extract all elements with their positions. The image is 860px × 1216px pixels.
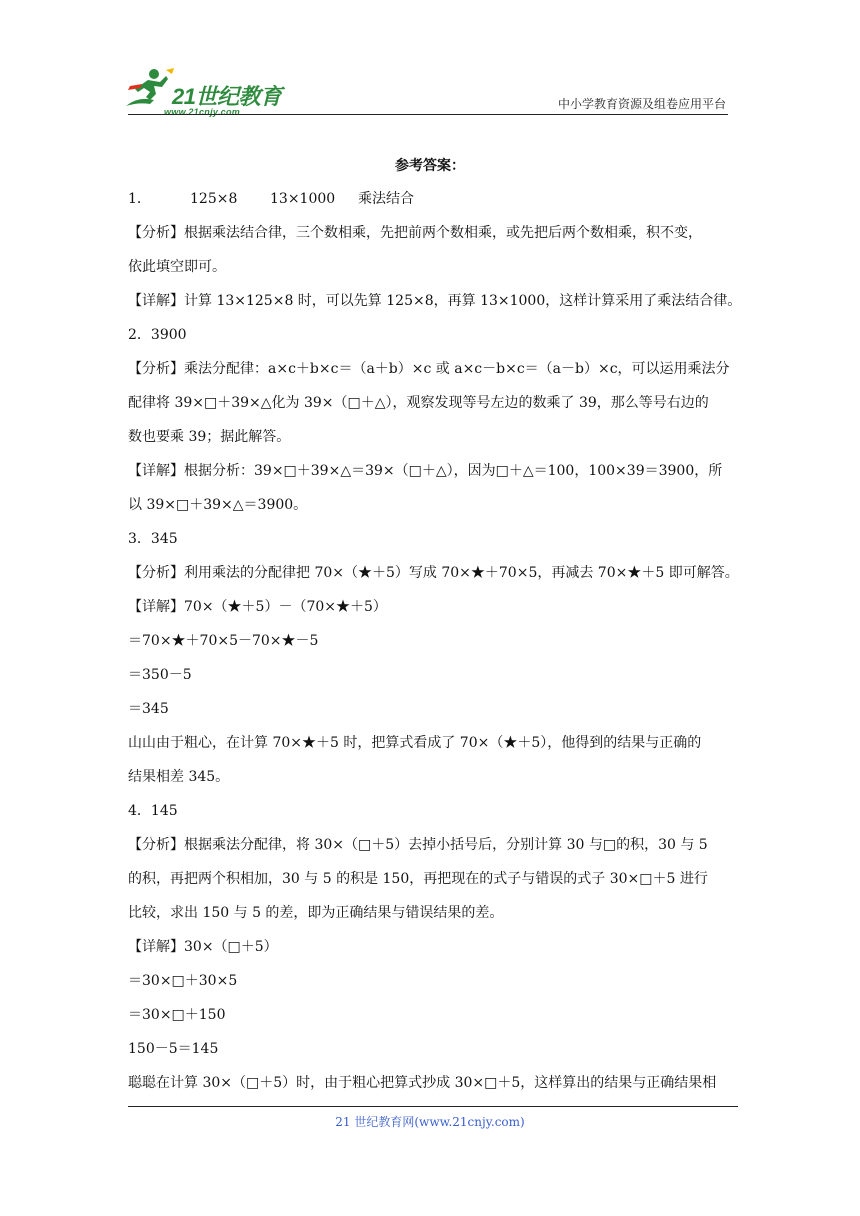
text-line: 【详解】根据分析：39×□＋39×△＝39×（□＋△），因为□＋△＝100，100×39＝3900，所 [128, 463, 723, 479]
text-line: 【详解】计算 13×125×8 时，可以先算 125×8，再算 13×1000，这样计算采用了乘法结合律。 [128, 293, 742, 309]
answer-blank-3: 乘法结合 [358, 191, 414, 207]
text-line: ＝350－5 [128, 667, 192, 683]
question-1-answer [128, 182, 732, 216]
question-heading: 3．345 [128, 531, 178, 547]
text-line: 聪聪在计算 30×（□＋5）时，由于粗心把算式抄成 30×□＋5，这样算出的结果与正确结果相 [128, 1075, 717, 1091]
footer-link[interactable]: 21 世纪教育网(www.21cnjy.com) [335, 1115, 525, 1129]
text-line: 【分析】乘法分配律：a×c＋b×c＝（a＋b）×c 或 a×c－b×c＝（a－b）×c，可以运用乘法分 [128, 361, 730, 377]
text-line: 的积，再把两个积相加，30 与 5 的积是 150，再把现在的式子与错误的式子 30×□＋5 进行 [128, 871, 708, 887]
text-line: ＝30×□＋150 [128, 1007, 226, 1023]
logo-text: 21世纪教育 [172, 84, 282, 109]
text-line: 【分析】根据乘法结合律，三个数相乘，先把前两个数相乘，或先把后两个数相乘，积不变， [128, 225, 702, 241]
text-line: 以 39×□＋39×△＝3900。 [128, 497, 308, 513]
text-line: 【分析】利用乘法的分配律把 70×（★＋5）写成 70×★＋70×5，再减去 70×★＋5 即可解答。 [128, 565, 739, 581]
text-line: 比较，求出 150 与 5 的差，即为正确结果与错误结果的差。 [128, 905, 504, 921]
answer-title: 参考答案： [395, 158, 465, 174]
text-line: ＝30×□＋30×5 [128, 973, 238, 989]
question-heading: 4．145 [128, 803, 178, 819]
logo-url: www.21cnjy.com [164, 107, 241, 117]
text-line: 数也要乘 39；据此解答。 [128, 429, 291, 445]
text-line: ＝70×★＋70×5－70×★－5 [128, 633, 319, 649]
header-divider [128, 114, 728, 115]
answer-blank-1: 125×8 [190, 191, 238, 207]
text-line: 山山由于粗心，在计算 70×★＋5 时，把算式看成了 70×（★＋5），他得到的结果与正确的 [128, 735, 702, 751]
text-line: 结果相差 345。 [128, 769, 230, 785]
text-line: 【分析】根据乘法分配律，将 30×（□＋5）去掉小括号后，分别计算 30 与□的积，30 与 5 [128, 837, 708, 853]
text-line: 配律将 39×□＋39×△化为 39×（□＋△），观察发现等号左边的数乘了 39，那么等号右边的 [128, 395, 709, 411]
site-logo [120, 66, 300, 118]
answer-content [128, 154, 742, 1100]
question-number: 1． [128, 191, 151, 207]
page-header [120, 60, 728, 116]
text-line: 依此填空即可。 [128, 259, 226, 275]
text-line: ＝345 [128, 701, 169, 717]
answer-blank-2: 13×1000 [270, 191, 336, 207]
question-heading: 2．3900 [128, 327, 187, 343]
text-line: 150－5＝145 [128, 1041, 219, 1057]
text-line: 【详解】70×（★＋5）－（70×★＋5） [128, 599, 387, 615]
text-line: 【详解】30×（□＋5） [128, 939, 278, 955]
platform-label: 中小学教育资源及组卷应用平台 [557, 97, 726, 111]
footer-divider [128, 1106, 738, 1107]
